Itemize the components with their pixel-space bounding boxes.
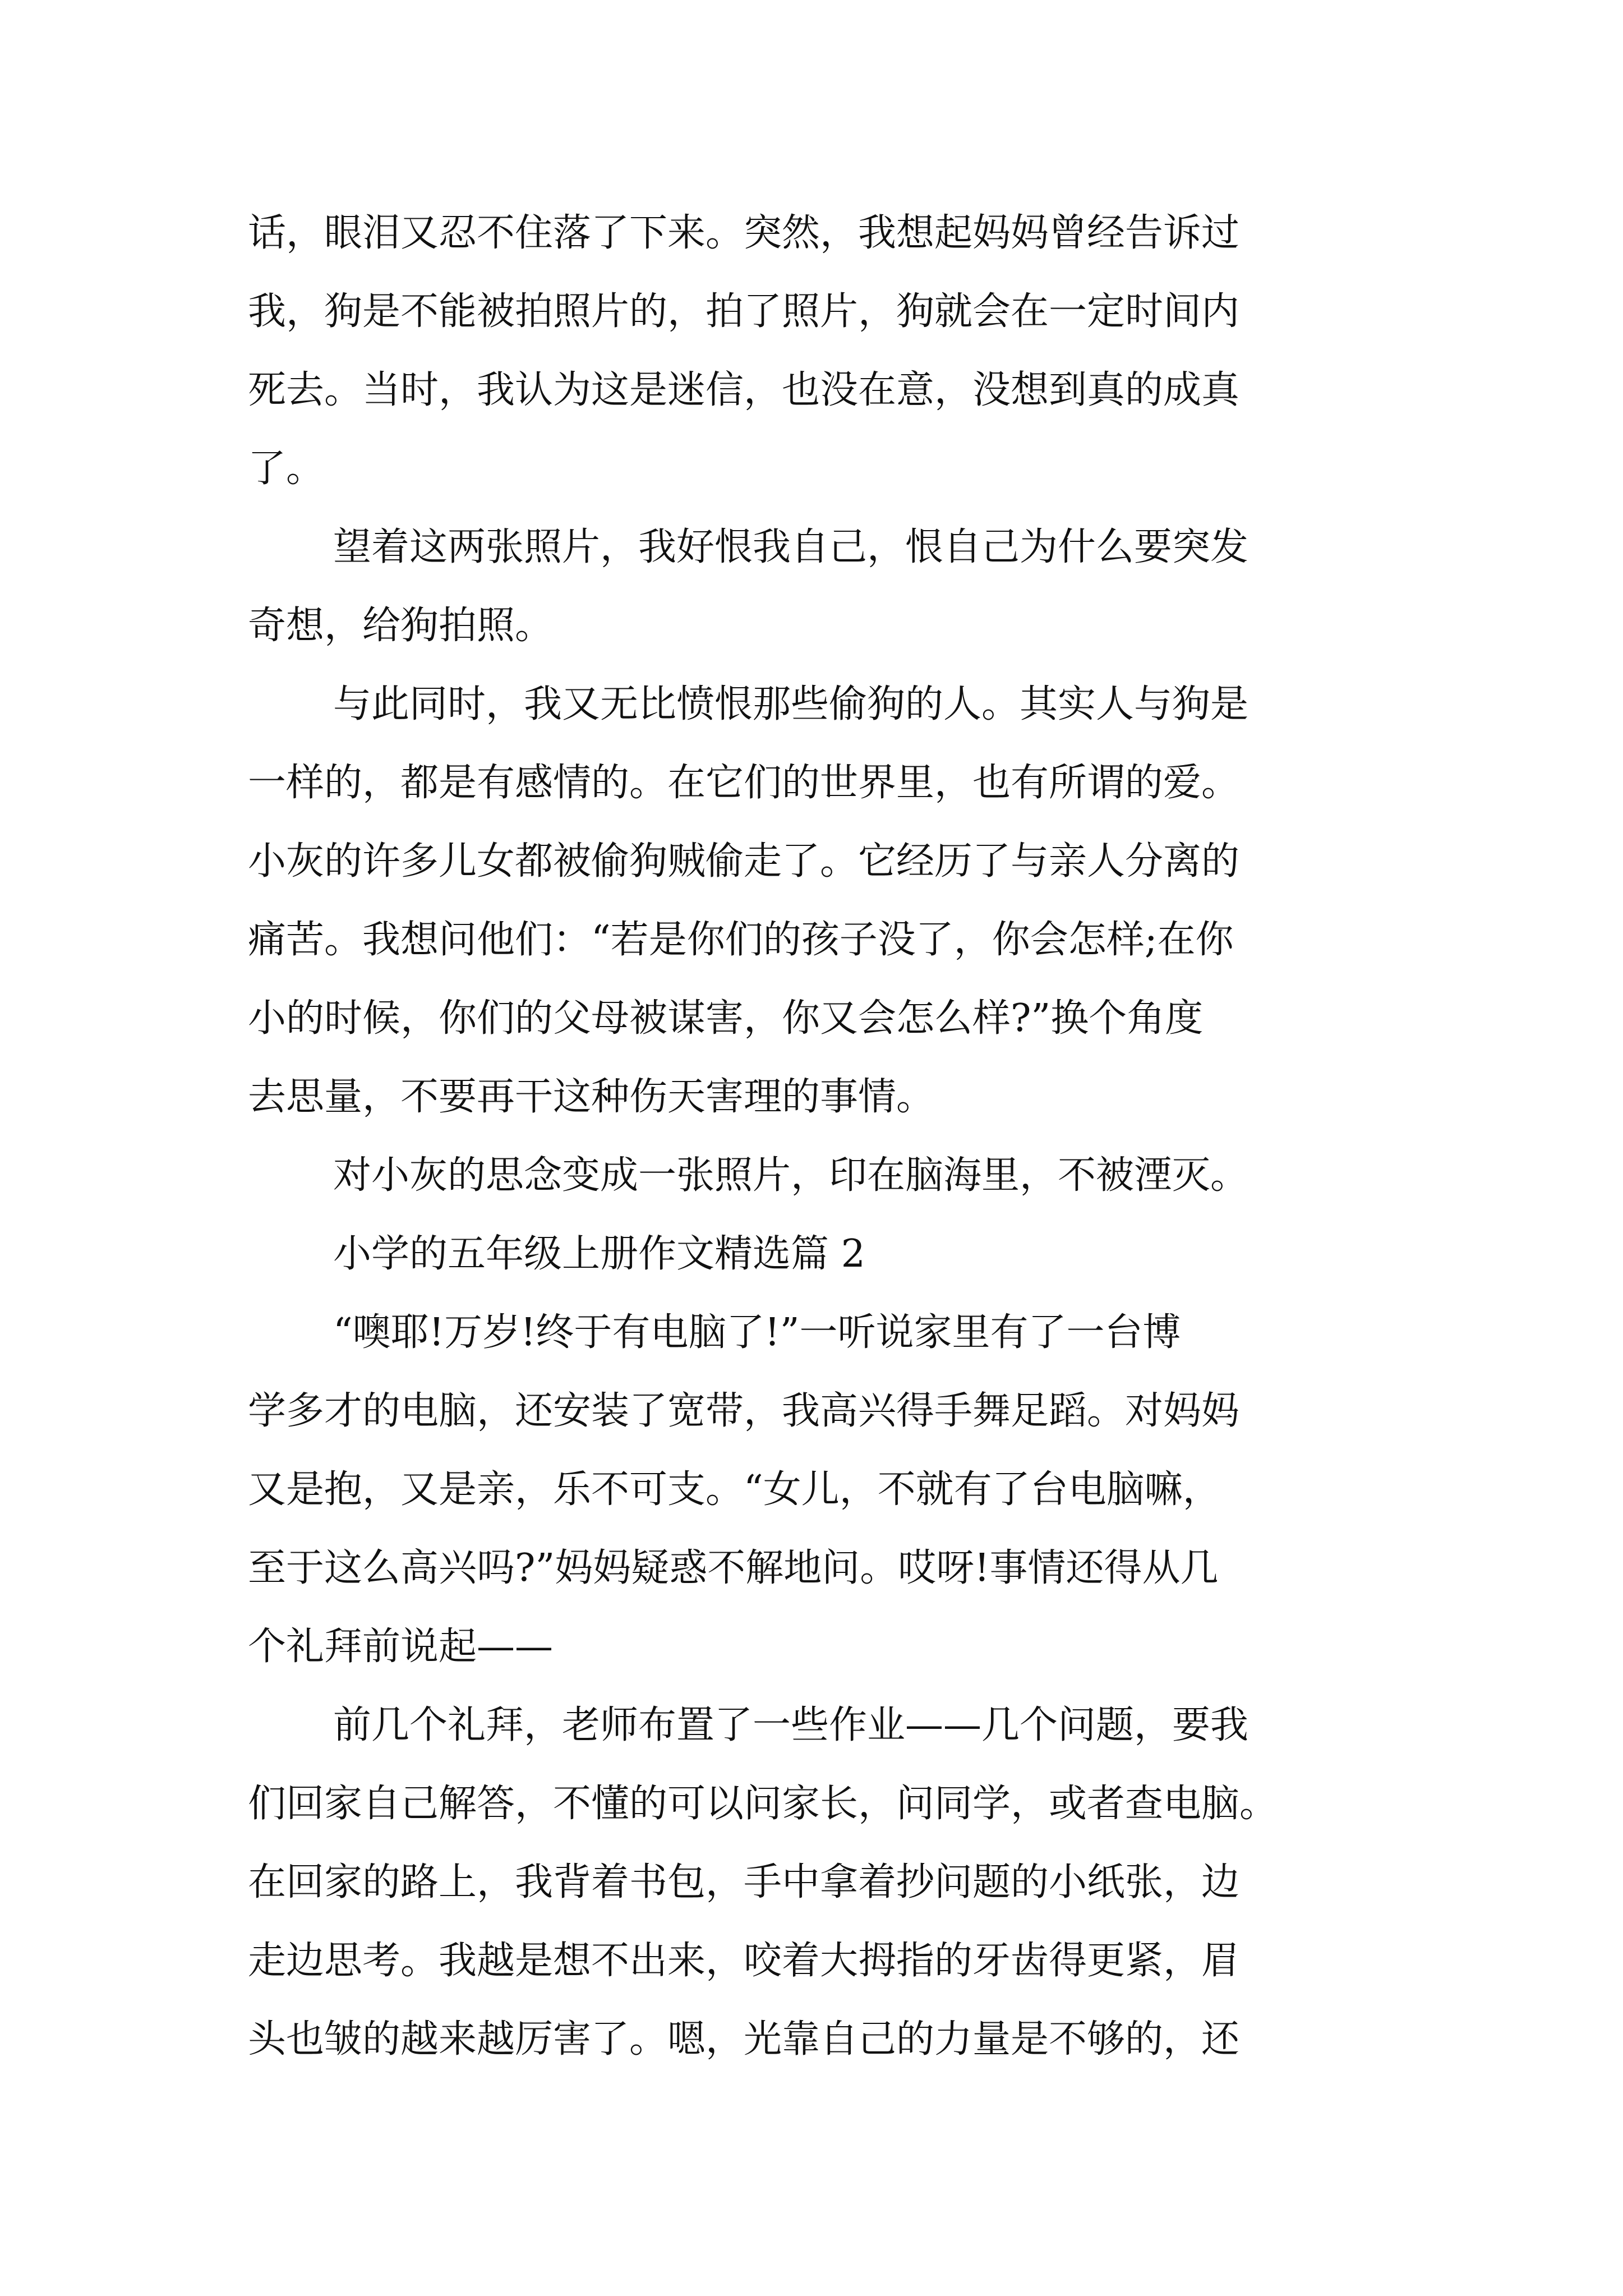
text-line: 去思量，不要再干这种伤天害理的事情。	[248, 1075, 935, 1119]
text-line: 在回家的路上，我背着书包，手中拿着抄问题的小纸张，边	[248, 1860, 1240, 1904]
text-line: 小的时候，你们的父母被谋害，你又会怎么样?”换个角度	[248, 996, 1204, 1041]
text-line: 们回家自己解答，不懂的可以问家长，问同学，或者查电脑。	[248, 1782, 1278, 1826]
text-line: 个礼拜前说起——	[248, 1625, 554, 1669]
text-line: 走边思考。我越是想不出来，咬着大拇指的牙齿得更紧，眉	[248, 1939, 1240, 1983]
text-line: 死去。当时，我认为这是迷信，也没在意，没想到真的成真	[248, 368, 1240, 412]
text-line: 学多才的电脑，还安装了宽带，我高兴得手舞足蹈。对妈妈	[248, 1389, 1240, 1433]
text-line: 我，狗是不能被拍照片的，拍了照片，狗就会在一定时间内	[248, 289, 1240, 334]
text-line: 痛苦。我想问他们：“若是你们的孩子没了，你会怎样;在你	[248, 918, 1234, 962]
text-line: 头也皱的越来越厉害了。嗯，光靠自己的力量是不够的，还	[248, 2017, 1240, 2062]
paragraph-start-line: “噢耶!万岁!终于有电脑了!”一听说家里有了一台博	[333, 1310, 1181, 1355]
section-heading: 小学的五年级上册作文精选篇 2	[333, 1232, 865, 1276]
paragraph-start-line: 望着这两张照片，我好恨我自己，恨自己为什么要突发	[333, 525, 1249, 569]
paragraph-start-line: 前几个礼拜，老师布置了一些作业——几个问题，要我	[333, 1703, 1249, 1747]
text-line: 至于这么高兴吗?”妈妈疑惑不解地问。哎呀!事情还得从几	[248, 1546, 1219, 1590]
text-line: 又是抱，又是亲，乐不可支。“女儿，不就有了台电脑嘛，	[248, 1467, 1221, 1512]
text-line: 奇想，给狗拍照。	[248, 604, 554, 648]
text-line: 话，眼泪又忍不住落了下来。突然，我想起妈妈曾经告诉过	[248, 211, 1240, 255]
text-line: 了。	[248, 447, 325, 491]
text-line: 小灰的许多儿女都被偷狗贼偷走了。它经历了与亲人分离的	[248, 839, 1240, 884]
paragraph-start-line: 与此同时，我又无比愤恨那些偷狗的人。其实人与狗是	[333, 682, 1249, 726]
text-line: 一样的，都是有感情的。在它们的世界里，也有所谓的爱。	[248, 761, 1240, 805]
paragraph-start-line: 对小灰的思念变成一张照片，印在脑海里，不被湮灭。	[333, 1153, 1249, 1198]
